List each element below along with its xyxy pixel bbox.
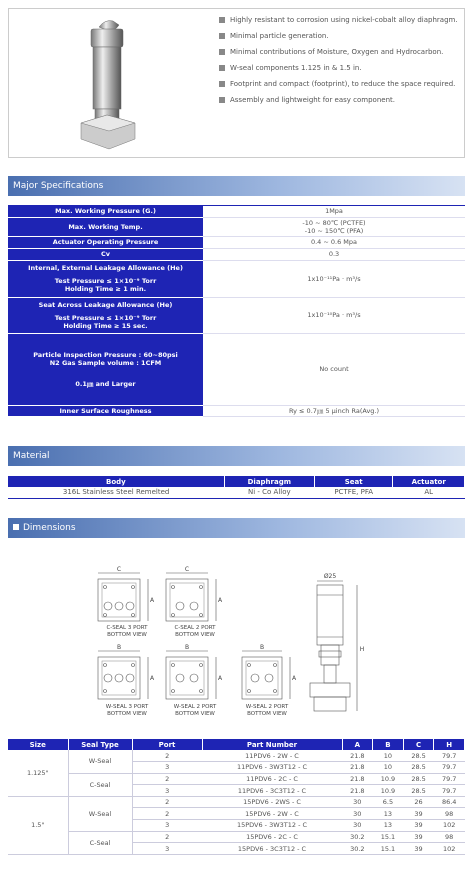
label-a: A	[217, 675, 223, 682]
table-row: 3 15PDV6 - 3C3T12 - C 30.2 15.1 39 102	[8, 843, 465, 855]
table-row: 3 15PDV6 - 3W3T12 - C 30 13 39 102	[8, 820, 465, 832]
table-row: C-Seal 2 15PDV6 - 2C - C 30.2 15.1 39 98	[8, 831, 465, 843]
feature-list	[219, 15, 469, 111]
spec-row: Internal, External Leakage Allowance (He) Test Pressure ≤ 1×10⁻⁹ Torr Holding Time ≥ 1 min. 1x10⁻¹¹Pa · m³/s	[8, 260, 465, 297]
table-row: 1.5" W-Seal 2 15PDV6 - 2WS - C 30 6.5 26 86.4	[8, 796, 465, 808]
bullet-icon	[219, 17, 225, 23]
feature-item: W-seal components 1.125 in & 1.5 in.	[219, 63, 469, 73]
drawing-caption: W-SEAL 2 PORT BOTTOM VIEW	[173, 704, 217, 717]
table-row: 3 11PDV6 - 3W3T12 - C 21.8 10 28.5 79.7	[8, 762, 465, 774]
label-b: B	[116, 644, 122, 651]
material-row: 316L Stainless Steel Remelted Ni - Co Alloy PCTFE, PFA AL	[8, 487, 465, 498]
label-a: A	[149, 597, 155, 604]
specs-table	[8, 206, 465, 417]
spec-row: Actuator Operating Pressure 0.4 ~ 0.6 Mpa	[8, 236, 465, 248]
spec-row: Inner Surface Roughness Ry ≤ 0.7㎛ 5 μinch Ra(Avg.)	[8, 405, 465, 416]
feature-item: Assembly and lightweight for easy component.	[219, 95, 469, 105]
feature-item: Highly resistant to corrosion using nickel-cobalt alloy diaphragm.	[219, 15, 469, 25]
spec-row: Particle Inspection Pressure : 60~80psi N2 Gas Sample volume : 1CFM 0.1㎛ and Larger No count	[8, 333, 465, 405]
drawing-caption: W-SEAL 2 PORT BOTTOM VIEW	[245, 704, 289, 717]
label-a: A	[217, 597, 223, 604]
spec-row: Max. Working Temp. -10 ~ 80℃ (PCTFE) -10 ~ 150℃ (PFA)	[8, 217, 465, 236]
label-a: A	[291, 675, 297, 682]
bullet-icon	[219, 49, 225, 55]
label-h: H	[359, 646, 365, 653]
diameter-label: Ø25	[323, 573, 337, 580]
specs-section-header: Major Specifications	[8, 176, 465, 196]
dimensions-section-header: Dimensions	[8, 518, 465, 538]
drawing-caption: C-SEAL 2 PORT BOTTOM VIEW	[174, 625, 216, 638]
label-a: A	[149, 675, 155, 682]
material-section-header: Material	[8, 446, 465, 466]
material-table	[8, 476, 465, 499]
square-icon	[13, 524, 19, 530]
table-row: C-Seal 2 11PDV6 - 2C - C 21.8 10.9 28.5 79.7	[8, 773, 465, 785]
table-row: 2 15PDV6 - 2W - C 30 13 39 98	[8, 808, 465, 820]
table-row: 3 11PDV6 - 3C3T12 - C 21.8 10.9 28.5 79.7	[8, 785, 465, 797]
bullet-icon	[219, 97, 225, 103]
drawing-caption: C-SEAL 3 PORT BOTTOM VIEW	[106, 625, 148, 638]
spec-row: Max. Working Pressure (G.) 1Mpa	[8, 206, 465, 217]
dimensions-table	[8, 739, 465, 855]
valve-product-image	[69, 15, 149, 153]
table-row: 1.125" W-Seal 2 11PDV6 - 2W - C 21.8 10 28.5 79.7	[8, 750, 465, 762]
material-header-row: Body Diaphragm Seat Actuator	[8, 476, 465, 487]
bullet-icon	[219, 65, 225, 71]
bullet-icon	[219, 81, 225, 87]
feature-item: Minimal contributions of Moisture, Oxygen and Hydrocarbon.	[219, 47, 469, 57]
bullet-icon	[219, 33, 225, 39]
feature-item: Minimal particle generation.	[219, 31, 469, 41]
feature-item: Footprint and compact (footprint), to reduce the space required.	[219, 79, 469, 89]
spec-row: Seat Across Leakage Allowance (He) Test Pressure ≤ 1×10⁻⁹ Torr Holding Time ≥ 15 sec. 1x10⁻¹⁰Pa · m³/s	[8, 297, 465, 333]
label-b: B	[184, 644, 190, 651]
drawing-caption: W-SEAL 3 PORT BOTTOM VIEW	[105, 704, 149, 717]
label-c: C	[116, 566, 122, 573]
label-c: C	[184, 566, 190, 573]
spec-row: Cv 0.3	[8, 248, 465, 260]
product-overview	[8, 8, 465, 158]
label-b: B	[259, 644, 265, 651]
dimensions-header-row: Size Seal Type Port Part Number A B C H	[8, 739, 465, 750]
